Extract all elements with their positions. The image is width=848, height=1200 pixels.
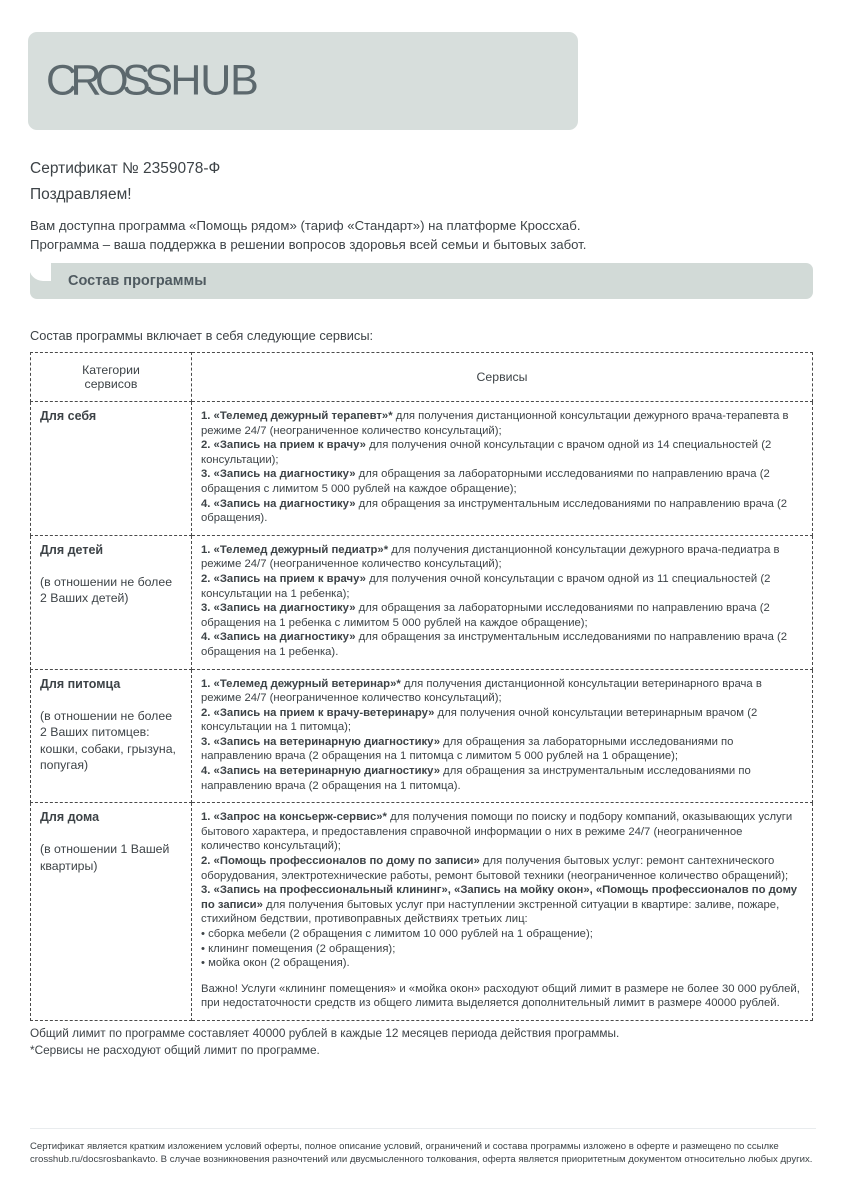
spacer [201,971,803,982]
footer-divider [30,1128,816,1129]
category-cell [31,402,192,536]
service-item-rest: для обращения за инструментальным исследованиями по направлению врача (2 обращения). [201,497,788,525]
service-item [201,438,803,467]
services-cell [192,402,813,536]
category-title: Для детей [40,542,104,557]
note-asterisk: *Сервисы не расходуют общий лимит по программе. [30,1043,320,1057]
category-title: Для питомца [40,676,121,691]
service-item [201,601,803,630]
category-note: (в отношении не более 2 Ваших детей) [40,574,173,606]
service-item [201,572,803,601]
header-cell-services: Сервисы [192,353,813,402]
service-item [201,810,803,854]
service-item [201,630,803,659]
category-cell [31,803,192,1021]
service-item-rest: для получения очной консультации с врачом одной из 14 специальностей (2 консультации); [201,439,772,466]
table-row [31,402,813,536]
service-item-rest: для получения очной консультации с врачом одной из 11 специальностей (2 консультации на 1 ребенка); [201,572,771,600]
service-item [201,883,803,927]
services-table [30,352,813,1021]
service-item-rest: для получения дистанционной консультации ветеринарного врача в режиме 24/7 (неограниченное количество консультаций); [201,677,762,705]
service-item-rest: для обращения за лабораторными исследованиями по направлению врача (2 обращения с лимитом 5 000 рублей на каждое обращение); [201,468,770,495]
services-cell [192,535,813,669]
service-item-rest: для получения бытовых услуг при наступлении экстренной ситуации в квартире: заливе, пожаре, стихийном бедствии, противоправных действиях третьих лиц: [201,898,780,926]
service-item-bold: 2. «Запись на прием к врачу» [201,572,366,585]
service-bullet: • клининг помещения (2 обращения); [201,942,396,955]
service-item [201,467,803,496]
service-item-rest: для получения дистанционной консультации дежурного врача-педиатра в режиме 24/7 (неограниченное количество консультаций); [201,543,780,571]
congratulations-text: Поздравляем! [30,186,132,203]
service-item-rest: для получения помощи по поиску и подбору компаний, оказывающих услуги бытового характера, и предоставления справочной информации о них в режиме 24/7 (неограниченное количество консультаций); [201,811,793,853]
services-cell [192,803,813,1021]
service-item-rest: для обращения за инструментальным исследованиями по направлению врача (2 обращения на 1 ребенка). [201,631,788,658]
category-cell [31,535,192,669]
category-title: Для дома [40,810,100,825]
service-item-bold: 2. «Помощь профессионалов по дому по записи» [201,855,480,868]
services-cell [192,669,813,803]
table-row [31,669,813,803]
header-categories-line1: Категории [82,363,140,377]
service-item-rest: для получения очной консультации ветеринарным врачом (2 консультации на 1 питомца); [201,706,758,734]
table-row [31,803,813,1021]
service-item-bold: 3. «Запись на диагностику» [201,602,356,615]
service-item [201,497,803,526]
service-item-rest: для обращения за лабораторными исследованиями по направлению врача (2 обращения на 1 питомца с лимитом 5 000 рублей на 1 обращение); [201,735,734,763]
lead-in-line: Состав программы включает в себя следующие сервисы: [30,328,374,343]
service-item [201,854,803,883]
header-categories-line2: сервисов [84,377,138,391]
category-note: (в отношении не более 2 Ваших питомцев: кошки, собаки, грызуна, попугая) [40,708,176,772]
category-note: (в отношении 1 Вашей квартиры) [40,842,170,873]
service-item [201,543,803,572]
note-total-limit: Общий лимит по программе составляет 40000 рублей в каждые 12 месяцев периода действия программы. [30,1026,620,1040]
table-row [31,535,813,669]
intro-line-2: Программа – ваша поддержка в решении вопросов здоровья всей семьи и бытовых забот. [30,237,587,252]
logo-band [28,32,578,130]
intro-block [30,216,820,254]
service-item-bold: 1. «Телемед дежурный ветеринар»* [201,677,401,690]
crosshub-logo [46,57,258,106]
table-header-row [31,353,813,402]
service-item [201,764,803,793]
service-item-rest: для получения дистанционной консультации дежурного врача-терапевта в режиме 24/7 (неограниченное количество консультаций); [201,410,789,437]
service-item [201,409,803,438]
intro-line-1: Вам доступна программа «Помощь рядом» (тариф «Стандарт») на платформе Кроссхаб. [30,218,581,233]
service-item-bold: 4. «Запись на ветеринарную диагностику» [201,765,441,778]
footer-disclaimer: Сертификат является кратким изложением условий оферты, полное описание условий, ограничений и состава программы изложено в оферте и размещено по ссылке crosshub.ru/docsrosbankavto. В случае возникновения разночтений или двусмысленного толкования, оферта является приоритетным документом относительно любых других. [30,1141,813,1166]
service-item-rest: для обращения за лабораторными исследованиями по направлению врача (2 обращения на 1 ребенка с лимитом 5 000 рублей на каждое обращение); [201,602,770,629]
service-item [201,706,803,735]
service-item [201,677,803,706]
service-item-rest: для обращения за инструментальным исследованиями по направлению врача (2 обращения на 1 питомца). [201,765,751,792]
service-item [201,735,803,764]
service-item-bold: 3. «Запись на профессиональный клининг», «Запись на мойку окон», «Помощь профессионалов по дому по записи» [201,884,798,911]
service-item-bold: 4. «Запись на диагностику» [201,631,356,644]
section-band-program-composition [30,263,813,299]
section-band-title: Состав программы [68,273,207,289]
service-item-bold: 1. «Телемед дежурный терапевт»* [201,410,393,422]
service-bullet: • мойка окон (2 обращения). [201,957,350,970]
service-item-bold: 3. «Запись на диагностику» [201,468,356,481]
header-cell-categories [31,353,192,402]
service-item-bold: 2. «Запись на прием к врачу» [201,439,366,452]
logo-part-cross: CROSS [46,56,167,105]
important-note: Важно! Услуги «клининг помещения» и «мойка окон» расходуют общий лимит в размере не более 30 000 рублей, при недостаточности средств из общего лимита выделяется дополнительный лимит в размере 40000 рублей. [201,982,800,1010]
service-item-rest: для получения бытовых услуг: ремонт сантехнического оборудования, электротехнические работы, ремонт бытовой техники (неограниченное количество обращений); [201,855,789,882]
service-bullet: • сборка мебели (2 обращения с лимитом 10 000 рублей на 1 обращение); [201,928,593,940]
program-notes [30,1025,820,1059]
service-item-bold: 4. «Запись на диагностику» [201,497,356,510]
category-title: Для себя [40,409,97,423]
service-item-bold: 1. «Запрос на консьерж-сервис»* [201,811,387,824]
logo-part-hub: HUB [170,56,258,105]
certificate-number: Сертификат № 2359078-Ф [30,160,221,177]
service-item-bold: 3. «Запись на ветеринарную диагностику» [201,735,441,748]
service-item-bold: 1. «Телемед дежурный педиатр»* [201,543,389,556]
service-item-bold: 2. «Запись на прием к врачу-ветеринару» [201,706,435,719]
category-cell [31,669,192,803]
